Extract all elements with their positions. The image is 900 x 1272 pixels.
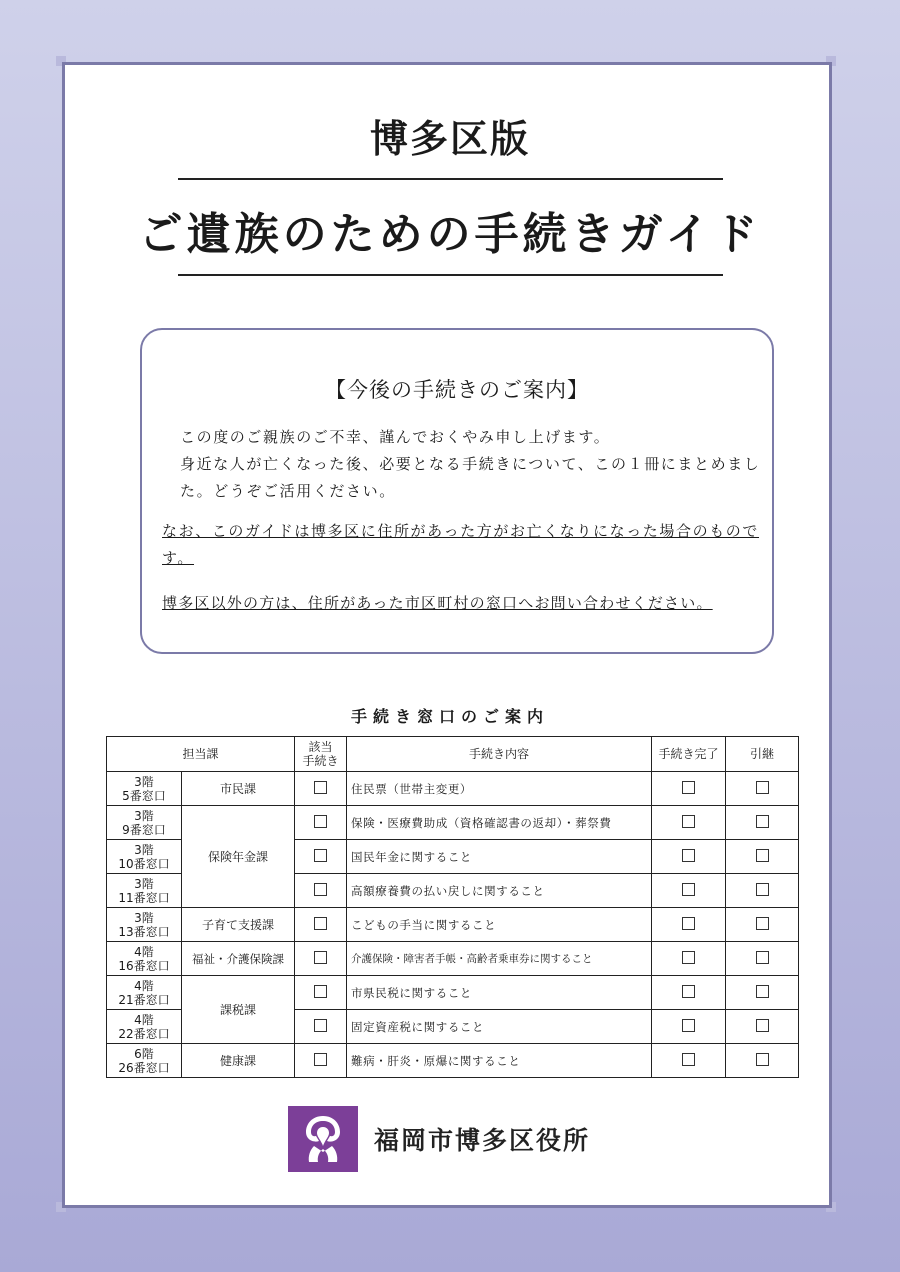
done-checkbox[interactable] xyxy=(652,806,726,840)
applicable-checkbox[interactable] xyxy=(295,840,347,874)
done-checkbox[interactable] xyxy=(652,874,726,908)
content-cell: 住民票（世帯主変更） xyxy=(347,772,652,806)
handover-checkbox[interactable] xyxy=(726,976,799,1010)
page-title: ご遺族のための手続きガイド xyxy=(138,209,762,260)
floor-window-cell: 6階 26番窓口 xyxy=(107,1044,182,1078)
table-row xyxy=(107,976,799,1010)
done-checkbox[interactable] xyxy=(652,772,726,806)
done-checkbox[interactable] xyxy=(652,908,726,942)
table-row xyxy=(107,806,799,840)
notice-other-areas: 博多区以外の方は、住所があった市区町村の窓口へお問い合わせください。 xyxy=(162,594,713,612)
done-checkbox[interactable] xyxy=(652,1010,726,1044)
handover-checkbox[interactable] xyxy=(726,1010,799,1044)
floor-window-cell: 3階 9番窓口 xyxy=(107,806,182,840)
dept-cell: 市民課 xyxy=(182,772,295,806)
handover-checkbox[interactable] xyxy=(726,942,799,976)
fukuoka-city-emblem-icon xyxy=(288,1106,358,1172)
organization-name: 福岡市博多区役所 xyxy=(374,1126,591,1155)
notice-heading: 【今後の手続きのご案内】 xyxy=(325,378,589,402)
handover-checkbox[interactable] xyxy=(726,772,799,806)
table-row xyxy=(107,942,799,976)
applicable-checkbox[interactable] xyxy=(295,976,347,1010)
handover-checkbox[interactable] xyxy=(726,908,799,942)
dept-cell: 課税課 xyxy=(182,976,295,1044)
content-cell: 固定資産税に関すること xyxy=(347,1010,652,1044)
floor-window-cell: 4階 16番窓口 xyxy=(107,942,182,976)
floor-window-cell: 4階 21番窓口 xyxy=(107,976,182,1010)
content-cell: 介護保険・障害者手帳・高齢者乗車券に関すること xyxy=(347,942,652,976)
floor-window-cell: 3階 13番窓口 xyxy=(107,908,182,942)
header-handover: 引継 xyxy=(726,737,799,772)
footer xyxy=(288,1106,590,1172)
applicable-checkbox[interactable] xyxy=(295,806,347,840)
table-row xyxy=(107,1044,799,1078)
floor-window-cell: 3階 11番窓口 xyxy=(107,874,182,908)
header-dept: 担当課 xyxy=(107,737,295,772)
done-checkbox[interactable] xyxy=(652,976,726,1010)
table-title: 手続き窓口のご案内 xyxy=(350,707,549,726)
title-rule-top xyxy=(178,178,723,180)
notice-line: 身近な人が亡くなった後、必要となる手続きについて、この１冊にまとめました。どうぞご活用ください。 xyxy=(180,455,761,500)
dept-cell: 子育て支援課 xyxy=(182,908,295,942)
dept-cell: 保険年金課 xyxy=(182,806,295,908)
content-cell: 難病・肝炎・原爆に関すること xyxy=(347,1044,652,1078)
header-applicable: 該当 手続き xyxy=(295,737,347,772)
table-row xyxy=(107,772,799,806)
handover-checkbox[interactable] xyxy=(726,1044,799,1078)
content-cell: 保険・医療費助成（資格確認書の返却）・葬祭費 xyxy=(347,806,652,840)
edition-label: 博多区版 xyxy=(369,117,530,161)
content-cell: こどもの手当に関すること xyxy=(347,908,652,942)
applicable-checkbox[interactable] xyxy=(295,1044,347,1078)
applicable-checkbox[interactable] xyxy=(295,772,347,806)
handover-checkbox[interactable] xyxy=(726,840,799,874)
applicable-checkbox[interactable] xyxy=(295,942,347,976)
applicable-checkbox[interactable] xyxy=(295,1010,347,1044)
applicable-checkbox[interactable] xyxy=(295,874,347,908)
done-checkbox[interactable] xyxy=(652,840,726,874)
floor-window-cell: 4階 22番窓口 xyxy=(107,1010,182,1044)
handover-checkbox[interactable] xyxy=(726,874,799,908)
notice-condolence xyxy=(162,424,762,505)
table-row xyxy=(107,908,799,942)
header-done: 手続き完了 xyxy=(652,737,726,772)
applicable-checkbox[interactable] xyxy=(295,908,347,942)
content-cell: 市県民税に関すること xyxy=(347,976,652,1010)
dept-cell: 福祉・介護保険課 xyxy=(182,942,295,976)
floor-window-cell: 3階 5番窓口 xyxy=(107,772,182,806)
notice-line: この度のご親族のご不幸、謹んでおくやみ申し上げます。 xyxy=(180,428,611,446)
notice-scope: なお、このガイドは博多区に住所があった方がお亡くなりになった場合のものです。 xyxy=(162,522,760,567)
content-cell: 高額療養費の払い戻しに関すること xyxy=(347,874,652,908)
dept-cell: 健康課 xyxy=(182,1044,295,1078)
content-cell: 国民年金に関すること xyxy=(347,840,652,874)
notice-box xyxy=(140,328,774,654)
handover-checkbox[interactable] xyxy=(726,806,799,840)
floor-window-cell: 3階 10番窓口 xyxy=(107,840,182,874)
done-checkbox[interactable] xyxy=(652,1044,726,1078)
done-checkbox[interactable] xyxy=(652,942,726,976)
table-header-row xyxy=(107,737,799,772)
office-table xyxy=(106,736,799,1078)
title-rule-bottom xyxy=(178,274,723,276)
header-content: 手続き内容 xyxy=(347,737,652,772)
